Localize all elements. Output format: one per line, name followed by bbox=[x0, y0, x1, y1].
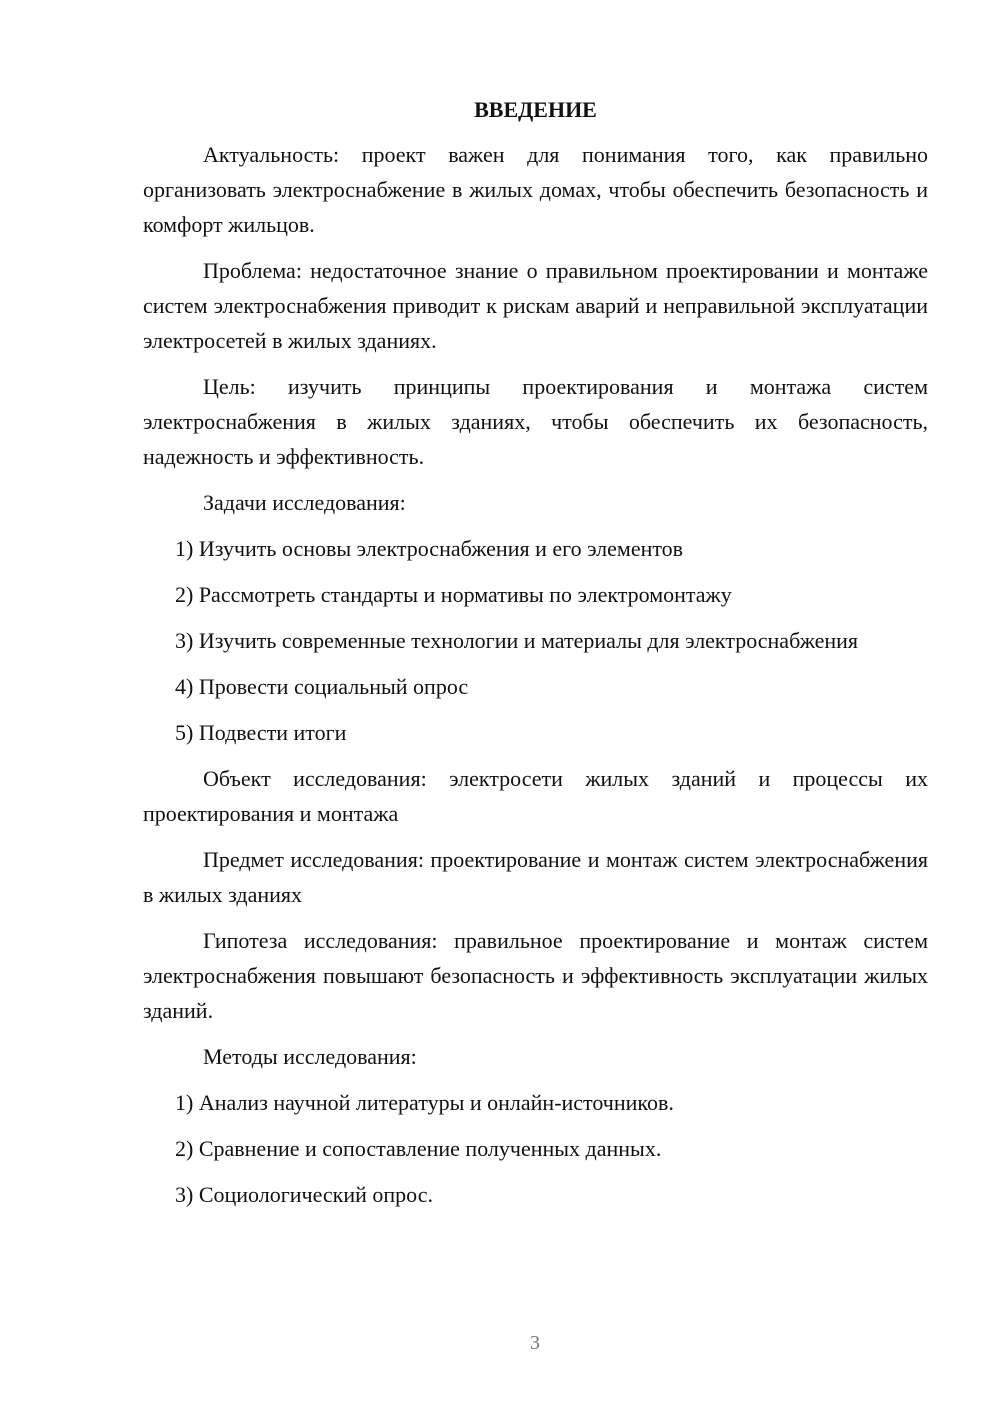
page-title: ВВЕДЕНИЕ bbox=[474, 97, 597, 122]
subject-paragraph: Предмет исследования: проектирование и монтаж систем электроснабжения в жилых зданиях bbox=[143, 847, 928, 907]
task-item-2: 2) Рассмотреть стандарты и нормативы по электромонтажу bbox=[175, 582, 732, 607]
task-item-5: 5) Подвести итоги bbox=[175, 720, 347, 745]
problem-paragraph: Проблема: недостаточное знание о правильном проектировании и монтаже систем электроснабжения приводит к рискам аварий и неправильной эксплуатации электросетей в жилых зданиях. bbox=[143, 258, 928, 353]
object-paragraph: Объект исследования: электросети жилых зданий и процессы их проектирования и монтажа bbox=[143, 766, 928, 826]
task-item-4: 4) Провести социальный опрос bbox=[175, 674, 469, 699]
relevance-paragraph: Актуальность: проект важен для понимания того, как правильно организовать электроснабжение в жилых домах, чтобы обеспечить безопасность и комфорт жильцов. bbox=[143, 142, 928, 237]
methods-heading: Методы исследования: bbox=[203, 1044, 417, 1069]
task-item-3: 3) Изучить современные технологии и материалы для электроснабжения bbox=[175, 628, 859, 653]
task-item-1: 1) Изучить основы электроснабжения и его элементов bbox=[175, 536, 684, 561]
page-number: 3 bbox=[530, 1332, 540, 1354]
tasks-heading: Задачи исследования: bbox=[203, 490, 406, 515]
hypothesis-paragraph: Гипотеза исследования: правильное проектирование и монтаж систем электроснабжения повышают безопасность и эффективность эксплуатации жилых зданий. bbox=[143, 928, 928, 1023]
method-item-1: 1) Анализ научной литературы и онлайн-источников. bbox=[175, 1090, 674, 1115]
page-content bbox=[143, 92, 928, 1223]
method-item-2: 2) Сравнение и сопоставление полученных данных. bbox=[175, 1136, 662, 1161]
goal-paragraph: Цель: изучить принципы проектирования и монтажа систем электроснабжения в жилых зданиях, чтобы обеспечить их безопасность, надежность и эффективность. bbox=[143, 374, 928, 469]
method-item-3: 3) Социологический опрос. bbox=[175, 1182, 433, 1207]
